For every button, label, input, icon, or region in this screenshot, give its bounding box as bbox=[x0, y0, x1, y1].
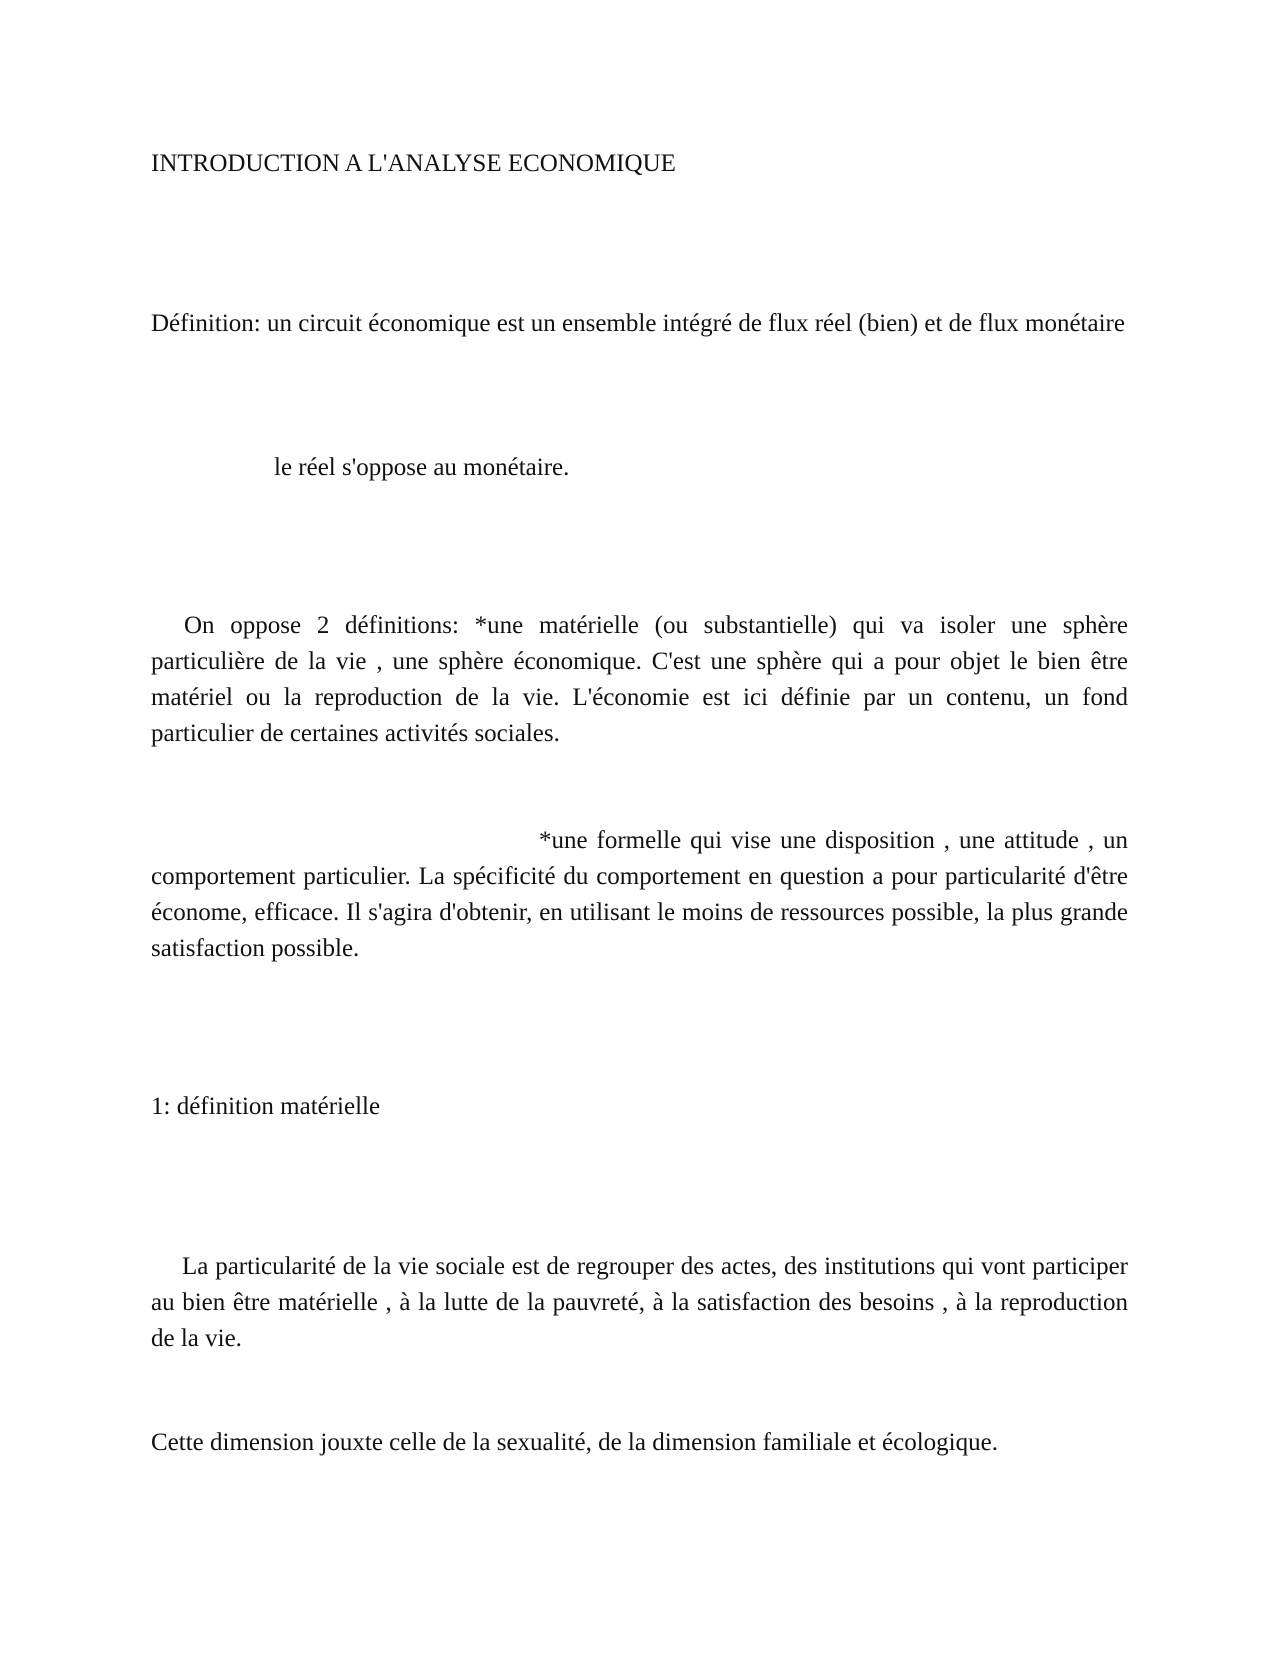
definition-paragraph: Définition: un circuit économique est un ensemble intégré de flux réel (bien) et de flux monétaire bbox=[151, 310, 1125, 337]
dimension-paragraph: Cette dimension jouxte celle de la sexualité, de la dimension familiale et écologique. bbox=[151, 1429, 998, 1456]
reel-note: le réel s'oppose au monétaire. bbox=[274, 454, 570, 481]
particularite-paragraph: La particularité de la vie sociale est de regrouper des actes, des institutions qui vont participer au bien être matérielle , à la lutte de la pauvreté, à la satisfaction des besoins , à la reproduction de la vie. bbox=[151, 1253, 1128, 1352]
oppose-paragraph: On oppose 2 définitions: *une matérielle (ou substantielle) qui va isoler une sphère particulière de la vie , une sphère économique. C'est une sphère qui a pour objet le bien être matériel ou la reproduction de la vie. L'économie est ici définie par un contenu, un fond particulier de certaines activités sociales. bbox=[151, 612, 1128, 747]
formelle-paragraph: *une formelle qui vise une disposition , une attitude , un comportement particulier. La spécificité du comportement en question a pour particularité d'être économe, efficace. Il s'agira d'obtenir, en utilisant le moins de ressources possible, la plus grande satisfaction possible. bbox=[151, 827, 1128, 962]
section-heading: 1: définition matérielle bbox=[151, 1093, 381, 1120]
document-title: INTRODUCTION A L'ANALYSE ECONOMIQUE bbox=[151, 150, 676, 177]
